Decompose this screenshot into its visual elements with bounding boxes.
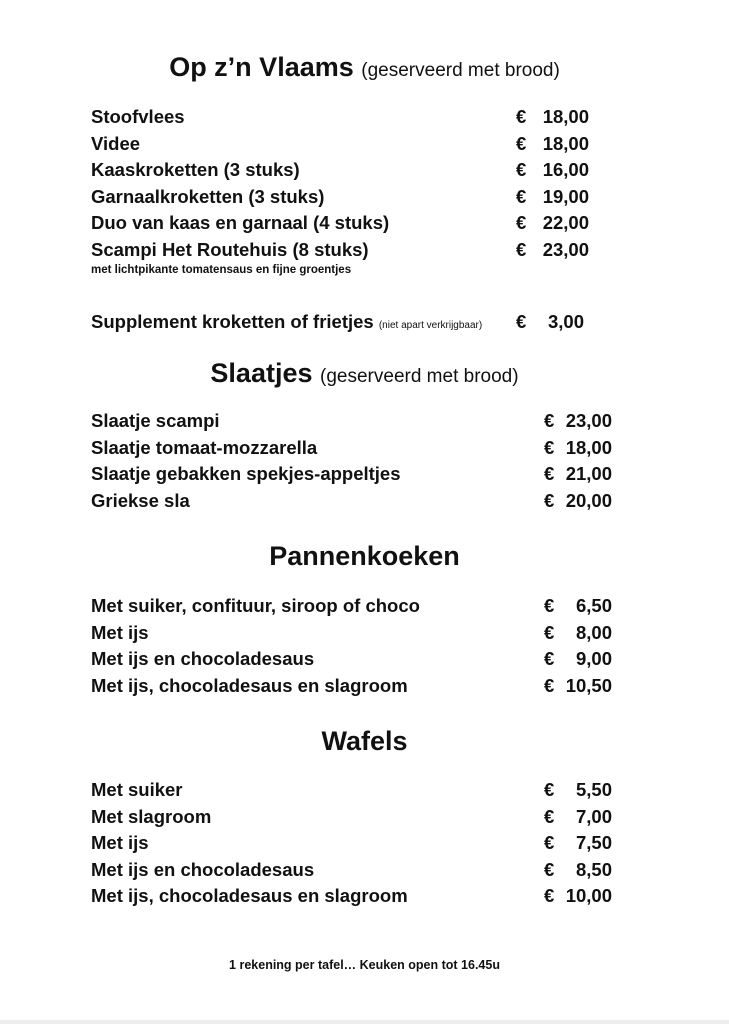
item-name: Met ijs, chocoladesaus en slagroom — [91, 674, 408, 696]
item-price: 9,00 — [575, 648, 612, 670]
menu-item — [91, 210, 631, 237]
item-name: Slaatje tomaat-mozzarella — [91, 436, 318, 458]
currency: € — [544, 832, 555, 854]
menu-item — [91, 131, 631, 158]
currency: € — [544, 410, 555, 431]
currency: € — [516, 159, 527, 181]
section-title-slaatjes — [0, 358, 729, 389]
currency: € — [544, 779, 555, 800]
item-price: 7,00 — [575, 805, 612, 827]
item-name: Slaatje scampi — [91, 410, 220, 431]
menu-item — [91, 157, 631, 184]
currency: € — [544, 805, 555, 827]
item-name: Met ijs — [91, 621, 149, 643]
currency: € — [544, 885, 555, 907]
footer-note: 1 rekening per tafel… Keuken open tot 16.45u — [229, 958, 500, 972]
item-price: 21,00 — [565, 463, 612, 485]
item-name: Duo van kaas en garnaal (4 stuks) — [91, 212, 390, 234]
currency: € — [544, 463, 555, 485]
item-price: 20,00 — [565, 489, 612, 511]
section-slaatjes — [91, 408, 631, 514]
item-price: 19,00 — [542, 185, 589, 207]
currency: € — [544, 648, 555, 670]
item-price: 5,50 — [575, 779, 612, 800]
item-name: Met suiker, confituur, siroop of choco — [91, 595, 420, 616]
title-text: Pannenkoeken — [269, 541, 460, 571]
currency: € — [544, 489, 555, 511]
item-name: Met ijs, chocoladesaus en slagroom — [91, 885, 408, 907]
title-text: Slaatjes — [210, 358, 313, 388]
title-subtitle: (geserveerd met brood) — [320, 366, 519, 387]
title-text: Op z’n Vlaams — [169, 52, 354, 82]
title-subtitle: (geserveerd met brood) — [361, 60, 560, 81]
menu-item — [91, 184, 631, 211]
supplement-name: Supplement kroketten of frietjes — [91, 310, 374, 332]
item-name: Met ijs en chocoladesaus — [91, 858, 315, 880]
menu-item — [91, 237, 631, 264]
menu-item — [91, 857, 631, 884]
currency: € — [544, 436, 555, 458]
bottom-bar — [0, 1020, 729, 1024]
menu-item — [91, 408, 631, 435]
item-price: 10,50 — [565, 674, 612, 696]
item-name: Videe — [91, 132, 141, 154]
section-title-vlaams — [0, 52, 729, 83]
item-price: 8,00 — [575, 621, 612, 643]
menu-item — [91, 777, 631, 804]
currency: € — [544, 595, 555, 616]
item-name: Slaatje gebakken spekjes-appeltjes — [91, 463, 401, 485]
item-price: 23,00 — [565, 410, 612, 431]
title-text: Wafels — [321, 726, 408, 756]
item-price: 18,00 — [542, 106, 589, 127]
currency: € — [544, 858, 555, 880]
item-price: 18,00 — [565, 436, 612, 458]
section-vlaams — [91, 104, 631, 335]
item-name: Stoofvlees — [91, 106, 185, 127]
item-name: Griekse sla — [91, 489, 190, 511]
item-price: 8,50 — [575, 858, 612, 880]
menu-item — [91, 488, 631, 515]
item-name: Garnaalkroketten (3 stuks) — [91, 185, 325, 207]
menu-item — [91, 461, 631, 488]
currency: € — [516, 238, 527, 260]
item-price: 16,00 — [542, 159, 589, 181]
item-price: 23,00 — [542, 238, 589, 260]
item-price: 6,50 — [575, 595, 612, 616]
item-price: 10,00 — [565, 885, 612, 907]
item-name: Met suiker — [91, 779, 183, 800]
item-price: 22,00 — [542, 212, 589, 234]
item-name: Met ijs — [91, 832, 149, 854]
currency: € — [516, 106, 527, 127]
section-title-wafels — [0, 726, 729, 757]
currency: € — [516, 212, 527, 234]
menu-item — [91, 620, 631, 647]
menu-item — [91, 593, 631, 620]
currency: € — [516, 185, 527, 207]
menu-item — [91, 830, 631, 857]
section-title-pannenkoeken — [0, 541, 729, 572]
menu-item — [91, 104, 631, 131]
item-price: 18,00 — [542, 132, 589, 154]
supplement-price: 3,00 — [547, 310, 584, 332]
menu-item — [91, 673, 631, 700]
item-name: Kaaskroketten (3 stuks) — [91, 159, 300, 181]
menu-item — [91, 646, 631, 673]
section-pannenkoeken — [91, 593, 631, 699]
section-wafels — [91, 777, 631, 910]
menu-item — [91, 883, 631, 910]
item-note: met lichtpikante tomatensaus en fijne groentjes — [91, 263, 352, 276]
item-price: 7,50 — [575, 832, 612, 854]
menu-item — [91, 435, 631, 462]
item-name: Met slagroom — [91, 805, 212, 827]
item-name: Met ijs en chocoladesaus — [91, 648, 315, 670]
currency: € — [516, 310, 527, 332]
item-name: Scampi Het Routehuis (8 stuks) — [91, 238, 369, 260]
supplement-item — [91, 309, 631, 336]
currency: € — [544, 621, 555, 643]
menu-item — [91, 804, 631, 831]
currency: € — [544, 674, 555, 696]
supplement-remark: (niet apart verkrijgbaar) — [378, 319, 483, 331]
currency: € — [516, 132, 527, 154]
